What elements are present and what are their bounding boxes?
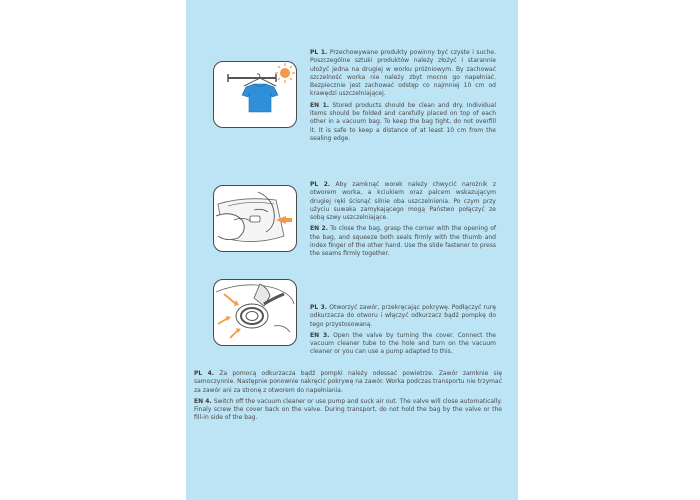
step-4-pl: PL 4. Za pomocą odkurzacza bądź pompki należy odessać powietrze. Zawór zamknie się samoczynnie. Następnie ponownie nakręcić pokrywę na zawór. Worka podczas transportu nie trzymać za zawór ani za stronę z otworem do napełniania.	[194, 370, 502, 394]
step-3-text	[310, 304, 496, 360]
illustration-valve	[213, 279, 297, 346]
step-1-en: EN 1. Stored products should be clean and dry. Individual items should be folded and carefully placed on top of each other in a vacuum bag. To keep the bag tight, do not overfill it. It is safe to keep a distance of at least 10 cm from the sealing edge.	[310, 101, 496, 142]
step-2-en: EN 2. To close the bag, grasp the corner with the opening of the bag, and squeeze both seals firmly with the thumb and index finger of the other hand. Use the slide fastener to press the seams firmly together.	[310, 225, 496, 258]
step-1-pl: PL 1. Przechowywane produkty powinny być czyste i suche. Poszczególne sztuki produktów należy złożyć i starannie ułożyć jedna na drugiej w worku próżniowym. By zachować szczelność worka nie należy zbyt mocno go napełniać. Bezpiecznie jest zachować odstęp co najmniej 10 cm od krawędzi uszczelniającej.	[310, 49, 496, 98]
instruction-sheet	[186, 0, 518, 500]
step-2-pl: PL 2. Aby zamknąć worek należy chwycić narożnik z otworem worka, a kciukiem oraz palcem wskazującym drugiej ręki ścisnąć silnie oba uszczelnienia. Po czym przy użyciu suwaka zamykającego mogą Państwo połączyć ze sobą szwy uszczelniające.	[310, 181, 496, 222]
hands-sealing-icon	[214, 186, 296, 251]
step-2-text	[310, 181, 496, 262]
illustration-closing-bag	[213, 185, 297, 252]
step-4-en: EN 4. Switch off the vacuum cleaner or use pump and suck air out. The valve will close automatically. Finaly screw the cover back on the valve. During transport, do not hold the bag by the valve or the fill-in side of the bag.	[194, 397, 502, 422]
step-1-text	[310, 49, 496, 146]
step-3-pl: PL 3. Otworzyć zawór, przekręcając pokrywę. Podłączyć rurę odkurzacza do otworu i włączyć odkurzacz bądź pompkę do tego przystosowaną.	[310, 304, 496, 328]
valve-tube-icon	[214, 280, 296, 345]
step-4-text	[194, 370, 502, 426]
sun-icon	[275, 63, 295, 83]
illustration-shirt-hanger	[213, 61, 297, 128]
step-3-en: EN 3. Open the valve by turning the cover. Connect the vacuum cleaner tube to the hole and turn on the vacuum cleaner or you can use a pump adapted to this.	[310, 331, 496, 356]
shirt-hanger-icon	[214, 62, 296, 127]
